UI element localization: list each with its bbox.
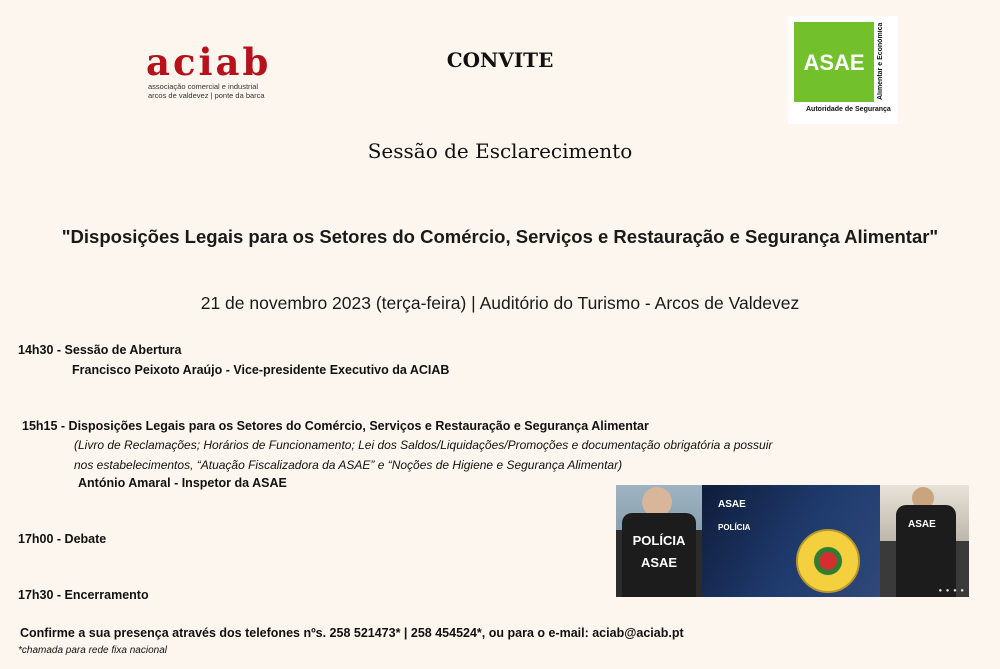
asae-logo-box — [794, 22, 874, 102]
page-title: CONVITE — [446, 48, 554, 72]
vest-label-asae: ASAE — [718, 499, 746, 510]
session-heading: Sessão de Esclarecimento — [367, 139, 633, 163]
photo-panel-officer-back — [616, 485, 702, 597]
asae-officers-photo — [616, 485, 969, 597]
program-item-opening: 14h30 - Sessão de Abertura — [18, 343, 182, 357]
aciab-logo-subtitle: associação comercial e industrial — [148, 82, 259, 91]
session-date-place: 21 de novembro 2023 (terça-feira) | Auditório do Turismo - Arcos de Valdevez — [200, 293, 800, 313]
program-item-legal-note-cont: nos estabelecimentos, “Atuação Fiscalizadora da ASAE” e “Noções de Higiene e Segurança Alimentar) — [74, 458, 623, 472]
vest-label-policia: POLÍCIA — [632, 533, 686, 548]
photo-panel-inspector — [880, 485, 969, 597]
program-item-closing: 17h30 - Encerramento — [18, 588, 149, 602]
program-item-legal-note: (Livro de Reclamações; Horários de Funcionamento; Lei dos Saldos/Liquidações/Promoções e documentação obrigatória a possuir — [74, 438, 773, 452]
asae-logo-side-text: Alimentar e Económica — [877, 22, 884, 100]
vest-label-policia: POLÍCIA — [718, 523, 751, 532]
program-item-opening-speaker: Francisco Peixoto Araújo - Vice-presidente Executivo da ACIAB — [72, 363, 450, 377]
asae-logo-word: ASAE — [803, 50, 865, 75]
program-item-debate: 17h00 - Debate — [18, 532, 107, 546]
aciab-logo-location: arcos de valdevez | ponte da barca — [148, 91, 265, 100]
photo-panel-vest-closeup — [702, 485, 880, 597]
vest-label-asae: ASAE — [640, 555, 678, 570]
program-item-legal: 15h15 - Disposições Legais para os Setores do Comércio, Serviços e Restauração e Segurança Alimentar — [22, 419, 649, 433]
asae-badge-icon — [796, 529, 860, 593]
aciab-logo-word: aciab — [146, 40, 272, 84]
asae-logo-bottom-text: Autoridade de Segurança — [806, 106, 891, 113]
footnote: *chamada para rede fixa nacional — [18, 645, 167, 656]
program-item-legal-speaker: António Amaral - Inspetor da ASAE — [78, 476, 287, 490]
asae-logo — [788, 16, 898, 124]
session-theme: "Disposições Legais para os Setores do Comércio, Serviços e Restauração e Segurança Alimentar" — [61, 226, 939, 247]
vest-label-asae: ASAE — [908, 519, 936, 530]
carousel-dots-icon: ● ● ● ● — [938, 588, 965, 594]
rsvp-contact: Confirme a sua presença através dos telefones nºs. 258 521473* | 258 454524*, ou para o e-mail: aciab@aciab.pt — [20, 626, 684, 640]
